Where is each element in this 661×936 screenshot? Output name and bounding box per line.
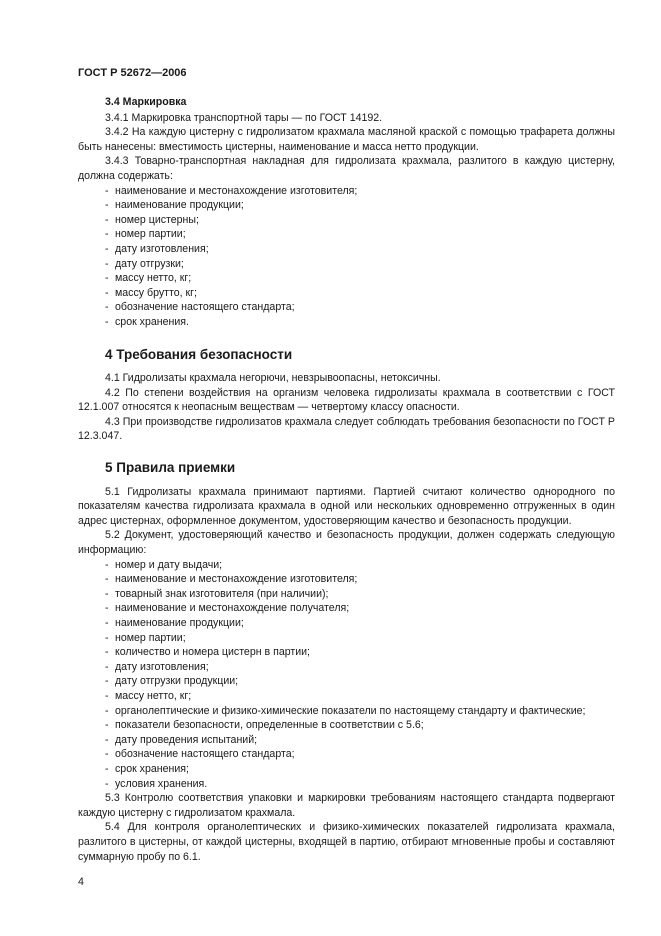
paragraph-5-4: 5.4 Для контроля органолептических и физико-химических показателей гидролизата крахмала, разлитого в цистерны, от каждой цистерны, входящей в партию, отбирают мгновенные пробы и составляют суммарную пробу по 6.1. — [78, 821, 615, 863]
list-item: - наименование и местонахождение изготовителя; — [105, 184, 358, 197]
section-title-4: 4 Требования безопасности — [105, 346, 293, 362]
list-item: - срок хранения; — [105, 762, 189, 775]
list-item: - наименование продукции; — [105, 617, 244, 629]
document-header: ГОСТ Р 52672—2006 — [78, 67, 187, 79]
list-item: - показатели безопасности, определенные в соответствии с 5.6; — [105, 719, 424, 732]
paragraph-4-1: 4.1 Гидролизаты крахмала негорючи, невзрывоопасны, нетоксичны. — [105, 372, 441, 385]
subsection-title-3-4: 3.4 Маркировка — [105, 96, 187, 108]
list-item: - номер цистерны; — [105, 213, 199, 226]
list-item: - обозначение настоящего стандарта; — [105, 301, 295, 314]
list-item: - дату изготовления; — [105, 242, 209, 255]
section-title-5: 5 Правила приемки — [105, 460, 236, 476]
list-item: - номер партии; — [105, 228, 186, 241]
list-5-2 — [78, 558, 615, 792]
list-item: - дату отгрузки; — [105, 257, 184, 270]
paragraph-4-3: 4.3 При производстве гидролизатов крахмала следует соблюдать требования безопасности по ГОСТ Р 12.3.047. — [78, 415, 615, 443]
list-item: - наименование и местонахождение получателя; — [105, 602, 350, 615]
list-item: - дату изготовления; — [105, 660, 209, 673]
list-item: - дату отгрузки продукции; — [105, 675, 239, 688]
paragraph-3-4-1: 3.4.1 Маркировка транспортной тары — по ГОСТ 14192. — [105, 111, 383, 124]
paragraph-3-4-2: 3.4.2 На каждую цистерну с гидролизатом крахмала масляной краской с помощью трафарета должны быть нанесены: вместимость цистерны, наименование и масса нетто продукции. — [78, 126, 615, 153]
list-item: - наименование продукции; — [105, 199, 244, 212]
list-item: - массу нетто, кг; — [105, 689, 192, 702]
paragraph-5-3: 5.3 Контролю соответствия упаковки и маркировки требованиям настоящего стандарта подвергают каждую цистерну с гидролизатом крахмала. — [78, 792, 615, 819]
list-item: - массу нетто, кг; — [105, 272, 192, 285]
list-item: - органолептические и физико-химические показатели по настоящему стандарту и фактические; — [105, 704, 586, 717]
list-item: - номер партии; — [105, 631, 186, 644]
list-item: - номер и дату выдачи; — [105, 558, 223, 571]
list-item: - массу брутто, кг; — [105, 286, 197, 299]
list-item: - обозначение настоящего стандарта; — [105, 748, 295, 761]
paragraph-5-1: 5.1 Гидролизаты крахмала принимают партиями. Партией считают количество однородного по показателям качества гидролизата крахмала в одной или нескольких одновременно отгруженных в один адрес цистернах, оформленное документом, удостоверяющим качество и безопасность продукции. — [78, 485, 615, 527]
list-item: - срок хранения. — [105, 315, 189, 328]
paragraph-5-2: 5.2 Документ, удостоверяющий качество и безопасность продукции, должен содержать следующую информацию: — [78, 529, 615, 557]
list-item: - наименование и местонахождение изготовителя; — [105, 573, 358, 586]
page-number: 4 — [78, 876, 84, 888]
list-item: - дату проведения испытаний; — [105, 733, 258, 746]
page-content — [78, 95, 615, 864]
list-3-4-3 — [78, 184, 615, 330]
list-item: - товарный знак изготовителя (при наличии); — [105, 587, 329, 600]
list-item: - количество и номера цистерн в партии; — [105, 646, 311, 659]
paragraph-3-4-3: 3.4.3 Товарно-транспортная накладная для гидролизата крахмала, разлитого в каждую цистерну, должна содержать: — [78, 155, 615, 182]
list-item: - условия хранения. — [105, 777, 208, 790]
paragraph-4-2: 4.2 По степени воздействия на организм человека гидролизаты крахмала в соответствии с ГОСТ 12.1.007 относятся к неопасным веществам — четвертому классу опасности. — [78, 386, 615, 414]
